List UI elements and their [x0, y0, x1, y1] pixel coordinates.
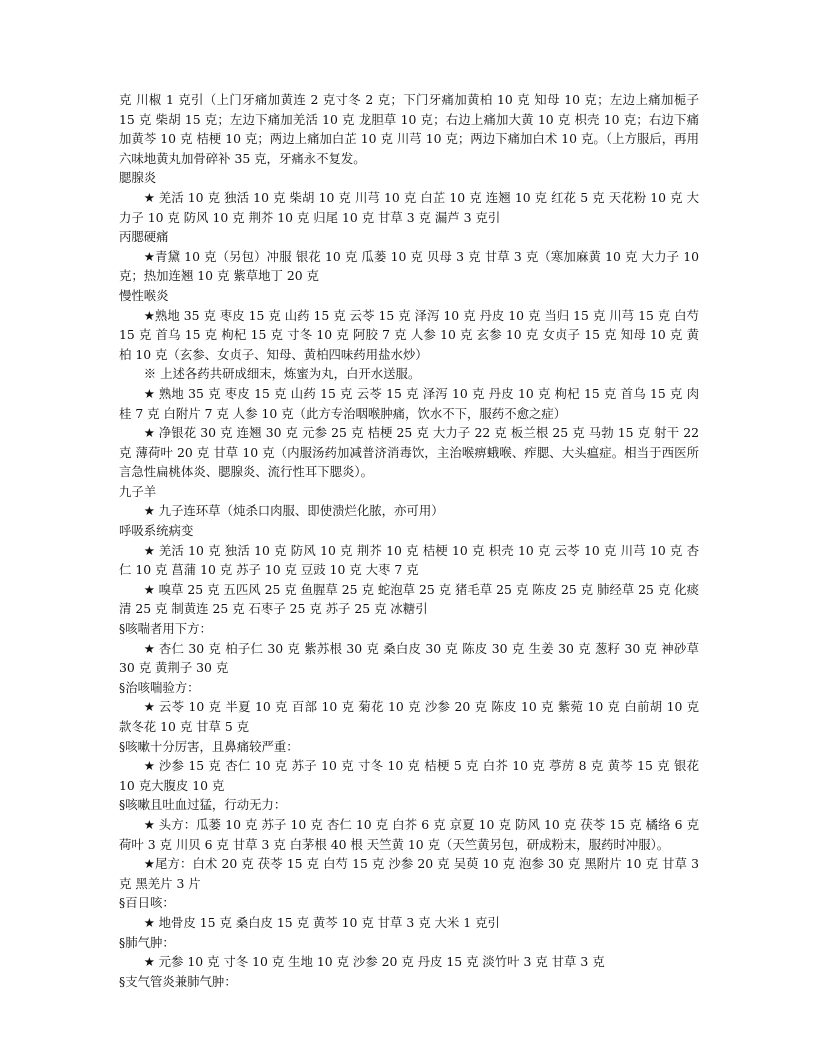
star-icon: ★ — [143, 542, 155, 558]
star-icon: ★ — [143, 758, 155, 774]
heading-cough-blood: §咳嗽且吐血过猛，行动无力： — [119, 797, 287, 813]
prescription-laryngitis-1: ★熟地 35 克 枣皮 15 克 山药 15 克 云苓 15 克 泽泻 10 克 丹皮 10 克 当归 15 克 川芎 15 克 白芍 15 克 首乌 15 克 枸杞 15 克 寸冬 10 克 阿胶 7 克 人参 10 克 玄参 10 克 女贞子 15 克 知母 10 克 黄柏 10 克（玄参、女贞子、知母、黄柏四味药用盐水炒） — [119, 307, 699, 362]
heading-emphysema: §肺气肿： — [119, 934, 175, 950]
prescription-emphysema: ★ 元参 10 克 寸冬 10 克 生地 10 克 沙参 20 克 丹皮 15 克 淡竹叶 3 克 甘草 3 克 — [119, 952, 699, 972]
star-icon: ★ — [143, 699, 155, 715]
star-icon: ★ — [143, 640, 155, 656]
star-icon: ★ — [143, 816, 155, 832]
star-icon: ★ — [143, 581, 155, 597]
heading-chronic-laryngitis: 慢性喉炎 — [119, 287, 169, 303]
prescription-head-formula: ★ 头方：瓜蒌 10 克 苏子 10 克 杏仁 10 克 白芥 6 克 京夏 10 克 防风 10 克 茯苓 15 克 橘络 6 克 荷叶 3 克 川贝 6 克 甘草 3 克 白茅根 40 根 天竺黄 10 克（天竺黄另包，研成粉末，服药时冲服）。 — [119, 816, 699, 852]
prescription-jiuziyang: ★ 九子连环草（炖杀口肉服、即使溃烂化脓，亦可用） — [119, 501, 699, 521]
star-icon: ★ — [143, 954, 155, 970]
prescription-cough-asthma: ★ 杏仁 30 克 柏子仁 30 克 紫苏根 30 克 桑白皮 30 克 陈皮 30 克 生姜 30 克 葱籽 30 克 神砂草 30 克 黄荆子 30 克 — [119, 640, 699, 676]
heading-cough-asthma: §咳喘者用下方： — [119, 621, 212, 637]
star-icon: ★ — [143, 425, 155, 441]
document-page — [119, 90, 699, 991]
star-icon: ★ — [143, 503, 155, 519]
prescription-severe-cough: ★ 沙参 15 克 杏仁 10 克 苏子 10 克 寸冬 10 克 桔梗 5 克 白芥 10 克 葶苈 8 克 黄芩 15 克 银花 10 克大腹皮 10 克 — [119, 758, 699, 793]
heading-parotid-hard-pain: 丙腮硬痛 — [119, 229, 169, 245]
star-icon: ★ — [143, 307, 155, 323]
prescription-parotid: ★青黛 10 克（另包）冲服 银花 10 克 瓜蒌 10 克 贝母 3 克 甘草 3 克（寒加麻黄 10 克 大力子 10 克；热加连翘 10 克 紫草地丁 20 克 — [119, 248, 699, 284]
prescription-tail-formula: ★尾方：白术 20 克 茯苓 15 克 白芍 15 克 沙参 20 克 吴萸 10 克 泡参 30 克 黑附片 10 克 甘草 3 克 黑羌片 3 片 — [119, 856, 699, 891]
note-pill-preparation: ※ 上述各药共研成细末，炼蜜为丸，白开水送服。 — [143, 366, 421, 382]
prescription-respiratory-1: ★ 羌活 10 克 独活 10 克 防风 10 克 荆芥 10 克 桔梗 10 克 枳壳 10 克 云苓 10 克 川芎 10 克 杏仁 10 克 菖蒲 10 克 苏子 10 克 豆豉 10 克 大枣 7 克 — [119, 542, 699, 578]
heading-cough-asthma-formula: §治咳喘验方： — [119, 679, 200, 695]
prescription-whooping-cough: ★ 地骨皮 15 克 桑白皮 15 克 黄芩 10 克 甘草 3 克 大米 1 克引 — [119, 913, 699, 933]
star-icon: ★ — [143, 248, 155, 264]
paragraph-toothache-continuation: 克 川椒 1 克引（上门牙痛加黄连 2 克寸冬 2 克；下门牙痛加黄柏 10 克 知母 10 克；左边上痛加栀子 15 克 柴胡 15 克；左边下痛加羌活 10 克 龙胆草 10 克；右边上痛加大黄 10 克 枳壳 10 克；右边下痛加黄芩 10 克 桔梗 10 克；两边上痛加白芷 10 克 川芎 10 克；两边下痛加白术 10 克。（上方服后，再用六味地黄丸加骨碎补 35 克，牙痛永不复发。 — [119, 92, 699, 166]
heading-whooping-cough: §百日咳： — [119, 895, 175, 911]
star-icon: ★ — [143, 385, 155, 401]
prescription-laryngitis-3: ★ 净银花 30 克 连翘 30 克 元参 25 克 桔梗 25 克 大力子 22 克 板兰根 25 克 马勃 15 克 射干 22 克 薄荷叶 20 克 甘草 10 克（内服汤药加减普济消毒饮，主治喉痹蛾喉、痄腮、大头瘟症。相当于西医所言急性扁桃体炎、腮腺炎、流行性耳下腮炎）。 — [119, 425, 699, 480]
star-icon: ★ — [143, 856, 155, 872]
heading-jiuziyang: 九子羊 — [119, 483, 157, 499]
heading-bronchitis-emphysema: §支气管炎兼肺气肿： — [119, 973, 237, 989]
prescription-cough-asthma-formula: ★ 云苓 10 克 半夏 10 克 百部 10 克 菊花 10 克 沙参 20 克 陈皮 10 克 紫菀 10 克 白前胡 10 克 款冬花 10 克 甘草 5 克 — [119, 699, 699, 734]
prescription-respiratory-2: ★ 嗅草 25 克 五匹风 25 克 鱼腥草 25 克 蛇泡草 25 克 猪毛草 25 克 陈皮 25 克 肺经草 25 克 化痰清 25 克 制黄连 25 克 石枣子 25 克 苏子 25 克 冰糖引 — [119, 581, 699, 617]
star-icon: ★ — [143, 914, 155, 930]
heading-mumps: 腮腺炎 — [119, 170, 157, 186]
prescription-mumps: ★ 羌活 10 克 独活 10 克 柴胡 10 克 川芎 10 克 白芷 10 克 连翘 10 克 红花 5 克 天花粉 10 克 大力子 10 克 防风 10 克 荆芥 10 克 归尾 10 克 甘草 3 克 漏芦 3 克引 — [119, 189, 699, 225]
heading-respiratory: 呼吸系统病变 — [119, 523, 194, 539]
prescription-laryngitis-2: ★ 熟地 35 克 枣皮 15 克 山药 15 克 云苓 15 克 泽泻 10 克 丹皮 10 克 枸杞 15 克 首乌 15 克 肉桂 7 克 白附片 7 克 人参 10 克（此方专治咽喉肿痛，饮水不下，服药不愈之症） — [119, 385, 699, 421]
heading-severe-cough: §咳嗽十分厉害，且鼻痛较严重： — [119, 738, 299, 754]
star-icon: ★ — [143, 189, 155, 205]
